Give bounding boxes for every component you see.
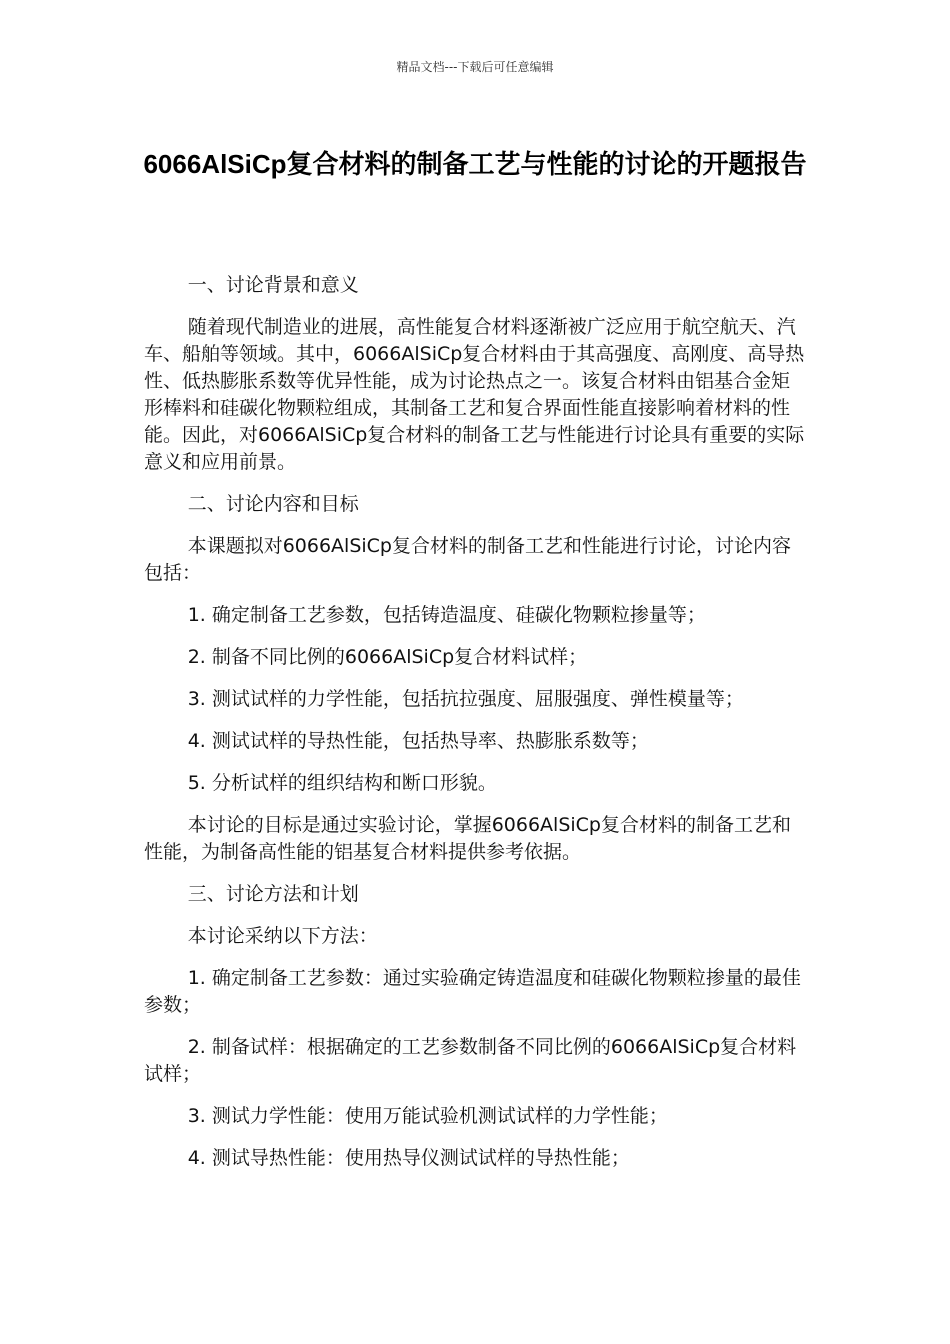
list-item-content-2: 2. 制备不同比例的6066AlSiCp复合材料试样； [187,646,588,668]
section-heading-background: 一、讨论背景和意义 [187,274,359,296]
section-heading-content-goals: 二、讨论内容和目标 [187,493,359,515]
list-item-method-2: 2. 制备试样：根据确定的工艺参数制备不同比例的6066AlSiCp复合材料试样； [144,1036,797,1085]
paragraph-content-intro: 本课题拟对6066AlSiCp复合材料的制备工艺和性能进行讨论，讨论内容包括： [144,535,791,584]
document-title: 6066AlSiCp复合材料的制备工艺与性能的讨论的开题报告 [143,149,807,179]
paragraph-goal: 本讨论的目标是通过实验讨论，掌握6066AlSiCp复合材料的制备工艺和性能，为制备高性能的铝基复合材料提供参考依据。 [144,814,791,863]
paragraph-background: 随着现代制造业的进展，高性能复合材料逐渐被广泛应用于航空航天、汽车、船舶等领域。其中，6066AlSiCp复合材料由于其高强度、高刚度、高导热性、低热膨胀系数等优异性能，成为讨论热点之一。该复合材料由铝基合金矩形棒料和硅碳化物颗粒组成，其制备工艺和复合界面性能直接影响着材料的性能。因此，对6066AlSiCp复合材料的制备工艺与性能进行讨论具有重要的实际意义和应用前景。 [144,316,805,473]
section-heading-methods-plan: 三、讨论方法和计划 [187,883,359,905]
list-item-content-5: 5. 分析试样的组织结构和断口形貌。 [187,772,497,794]
list-item-content-1: 1. 确定制备工艺参数，包括铸造温度、硅碳化物颗粒掺量等； [187,604,706,626]
list-item-method-4: 4. 测试导热性能：使用热导仪测试试样的导热性能； [187,1147,630,1169]
list-item-method-1: 1. 确定制备工艺参数：通过实验确定铸造温度和硅碳化物颗粒掺量的最佳参数； [144,967,801,1016]
list-item-method-3: 3. 测试力学性能：使用万能试验机测试试样的力学性能； [187,1105,668,1127]
document-body [144,272,806,1187]
list-item-content-4: 4. 测试试样的导热性能，包括热导率、热膨胀系数等； [187,730,649,752]
paragraph-methods-intro: 本讨论采纳以下方法： [187,925,378,947]
list-item-content-3: 3. 测试试样的力学性能，包括抗拉强度、屈服强度、弹性模量等； [187,688,744,710]
header-note: 精品文档---下载后可任意编辑 [396,60,554,74]
